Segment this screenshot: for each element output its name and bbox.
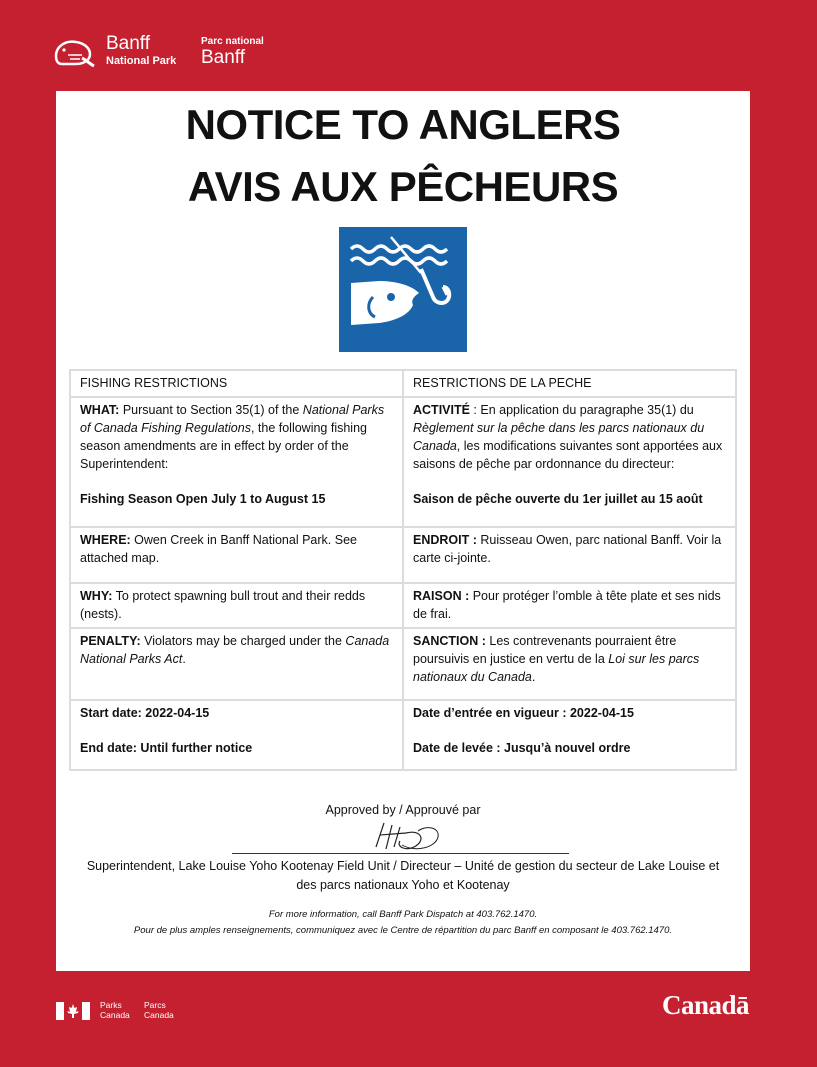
end-date-en: End date: Until further notice <box>80 741 253 755</box>
parks-en-2: Canada <box>100 1010 130 1020</box>
info-en: For more information, call Banff Park Dispatch at 403.762.1470. <box>268 909 538 920</box>
penalty-text: Violators may be charged under the <box>140 634 346 648</box>
table-row <box>70 527 736 583</box>
parks-fr-2: Canada <box>144 1010 174 1020</box>
endroit-text: Ruisseau Owen, parc national Banff. Voir la carte ci-jointe. <box>413 533 722 565</box>
activite-label: ACTIVITÉ <box>413 403 470 417</box>
table-row <box>70 628 736 700</box>
approved-by: Approved by / Approuvé par <box>325 803 481 817</box>
raison-label: RAISON : <box>413 589 470 603</box>
superintendent-title: Superintendent, Lake Louise Yoho Kootenay Field Unit / Directeur – Unité de gestion du secteur de Lake Louise et des parcs nationaux Yoho et Kootenay <box>86 859 720 892</box>
cell-raison <box>403 583 736 628</box>
why-label: WHY: <box>80 589 113 603</box>
sanction-text: Les contrevenants pourraient être poursuivis en justice en vertu de la <box>413 634 677 666</box>
activite-text1: : En application du paragraphe 35(1) du <box>469 403 694 417</box>
penalty-act: Canada National Parks Act <box>80 634 390 666</box>
where-label: WHERE: <box>80 533 131 547</box>
brand-fr-line2: Banff <box>201 47 246 68</box>
activite-season: Saison de pêche ouverte du 1er juillet au 15 août <box>413 492 703 506</box>
end-date-fr: Date de levée : Jusqu’à nouvel ordre <box>413 741 631 755</box>
signature-line <box>232 853 569 854</box>
cell-where <box>70 527 403 583</box>
notice-panel <box>56 91 750 971</box>
signature-image <box>366 817 456 857</box>
banff-logo <box>52 34 292 74</box>
table-row <box>70 370 736 397</box>
title-en: NOTICE TO ANGLERS <box>185 101 621 148</box>
table-row <box>70 397 736 527</box>
sanction-label: SANCTION : <box>413 634 486 648</box>
what-season: Fishing Season Open July 1 to August 15 <box>80 492 326 506</box>
beaver-icon <box>52 36 96 70</box>
parks-en-1: Parks <box>100 1000 122 1010</box>
cell-sanction <box>403 628 736 700</box>
info-fr: Pour de plus amples renseignements, communiquez avec le Centre de répartition du parc Banff en composant le 403.762.1470. <box>133 925 673 936</box>
canada-flag-icon <box>56 1002 90 1020</box>
cell-dates-en <box>70 700 403 770</box>
where-text: Owen Creek in Banff National Park. See attached map. <box>80 533 357 565</box>
title-fr: AVIS AUX PÊCHEURS <box>187 163 619 210</box>
why-text: To protect spawning bull trout and their redds (nests). <box>80 589 366 621</box>
brand-en-line1: Banff <box>106 33 151 54</box>
parks-fr-1: Parcs <box>144 1000 166 1010</box>
cell-penalty <box>70 628 403 700</box>
what-label: WHAT: <box>80 403 120 417</box>
table-row <box>70 583 736 628</box>
penalty-end: . <box>182 652 186 666</box>
penalty-label: PENALTY: <box>80 634 141 648</box>
head-en: FISHING RESTRICTIONS <box>80 376 228 390</box>
endroit-label: ENDROIT : <box>413 533 477 547</box>
sanction-act: Loi sur les parcs nationaux du Canada <box>413 652 700 684</box>
canada-wordmark: Canadā <box>661 990 749 1020</box>
what-regulation: National Parks of Canada Fishing Regulations <box>80 403 385 435</box>
start-date-en: Start date: 2022-04-15 <box>80 706 210 720</box>
table-row <box>70 700 736 770</box>
activite-regulation: Règlement sur la pêche dans les parcs nationaux du Canada <box>413 421 705 453</box>
sanction-end: . <box>531 670 536 684</box>
cell-endroit <box>403 527 736 583</box>
cell-dates-fr <box>403 700 736 770</box>
restrictions-table <box>69 369 737 771</box>
what-text1: Pursuant to Section 35(1) of the <box>119 403 303 417</box>
cell-why <box>70 583 403 628</box>
brand-fr-line1: Parc national <box>201 36 264 47</box>
cell-what <box>70 397 403 527</box>
cell-head-fr <box>403 370 736 397</box>
more-info <box>56 907 750 939</box>
activite-text2: , les modifications suivantes sont apportées aux saisons de pêche par ordonnance du directeur: <box>413 439 723 471</box>
head-fr: RESTRICTIONS DE LA PECHE <box>413 376 592 390</box>
raison-text: Pour protéger l’omble à tête plate et ses nids de frai. <box>413 589 721 621</box>
start-date-fr: Date d’entrée en vigueur : 2022-04-15 <box>413 706 634 720</box>
what-text2: , the following fishing season amendments are in effect by order of the Superintendent: <box>80 421 367 471</box>
brand-en-line2: National Park <box>106 55 177 67</box>
cell-activite <box>403 397 736 527</box>
cell-head-en <box>70 370 403 397</box>
fishing-sign-icon <box>339 227 467 352</box>
